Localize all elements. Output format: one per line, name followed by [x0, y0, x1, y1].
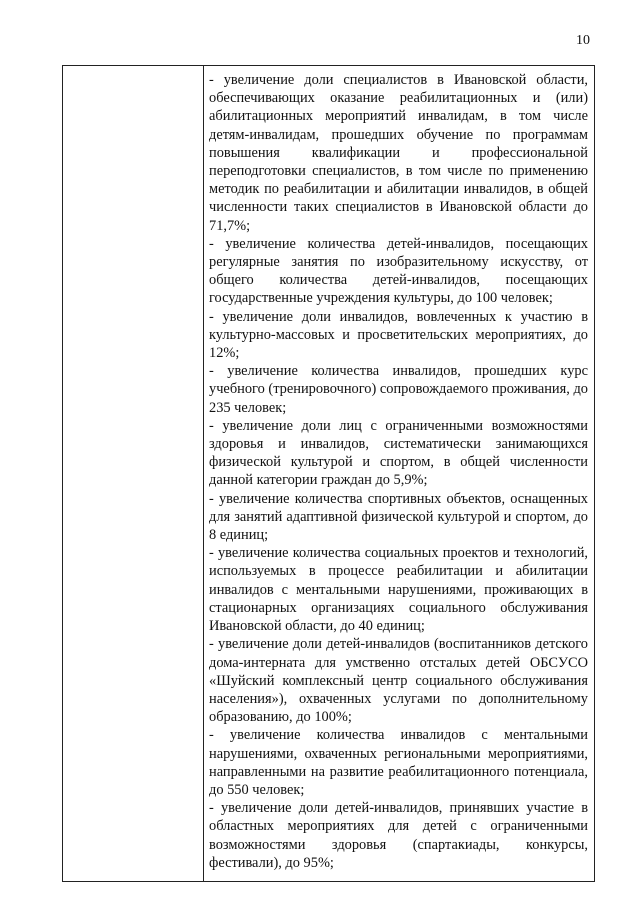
table-column-divider — [203, 66, 204, 881]
target-indicator-regional-competitions: - увеличение доли детей-инвалидов, принявших участие в областных мероприятиях для детей с ограниченными возможностями здоровья (спартакиады, конкурсы, фестивали), до 95%; — [209, 800, 588, 871]
document-table — [62, 65, 595, 882]
target-indicator-regional-events: - увеличение количества инвалидов с ментальными нарушениями, охваченных региональными мероприятиями, направленными на развитие реабилитационного потенциала, до 550 человек; — [209, 727, 588, 798]
target-indicator-physical-culture: - увеличение доли лиц с ограниченными возможностями здоровья и инвалидов, систематически занимающихся физической культурой и спортом, в общей численности данной категории граждан до 5,9%; — [209, 417, 588, 489]
target-indicator-additional-education: - увеличение доли детей-инвалидов (воспитанников детского дома-интерната для умственно отсталых детей ОБСУСО «Шуйский комплексный центр социального обслуживания населения»), охваченных услугами по дополнительному образованию, до 100%; — [209, 636, 588, 726]
table-right-cell — [209, 71, 588, 872]
target-indicator-specialists-training: - увеличение доли специалистов в Ивановской области, обеспечивающих оказание реабилитационных и (или) абилитационных мероприятий инвалидам, в том числе детям-инвалидам, прошедших обучение по программам повышения квалификации и профессиональной переподготовки специалистов, в том числе по применению методик по реабилитации и абилитации инвалидов, в общей численности таких специалистов в Ивановской области до 71,7%; — [209, 72, 588, 234]
target-indicator-sports-facilities: - увеличение количества спортивных объектов, оснащенных для занятий адаптивной физической культурой и спортом, до 8 единиц; — [209, 490, 588, 544]
page-number: 10 — [576, 33, 590, 48]
target-indicator-children-art-classes: - увеличение количества детей-инвалидов, посещающих регулярные занятия по изобразительному искусству, от общего количества детей-инвалидов, посещающих государственные учреждения культуры, до 100 человек; — [209, 235, 588, 307]
target-indicator-cultural-events: - увеличение доли инвалидов, вовлеченных к участию в культурно-массовых и просветительских мероприятиях, до 12%; — [209, 308, 588, 362]
target-indicator-social-projects: - увеличение количества социальных проектов и технологий, используемых в процессе реабилитации и абилитации инвалидов с ментальными нарушениями, проживающих в стационарных организациях социального обслуживания Ивановской области, до 40 единиц; — [209, 545, 588, 635]
target-indicator-supported-living: - увеличение количества инвалидов, прошедших курс учебного (тренировочного) сопровождаемого проживания, до 235 человек; — [209, 363, 588, 416]
